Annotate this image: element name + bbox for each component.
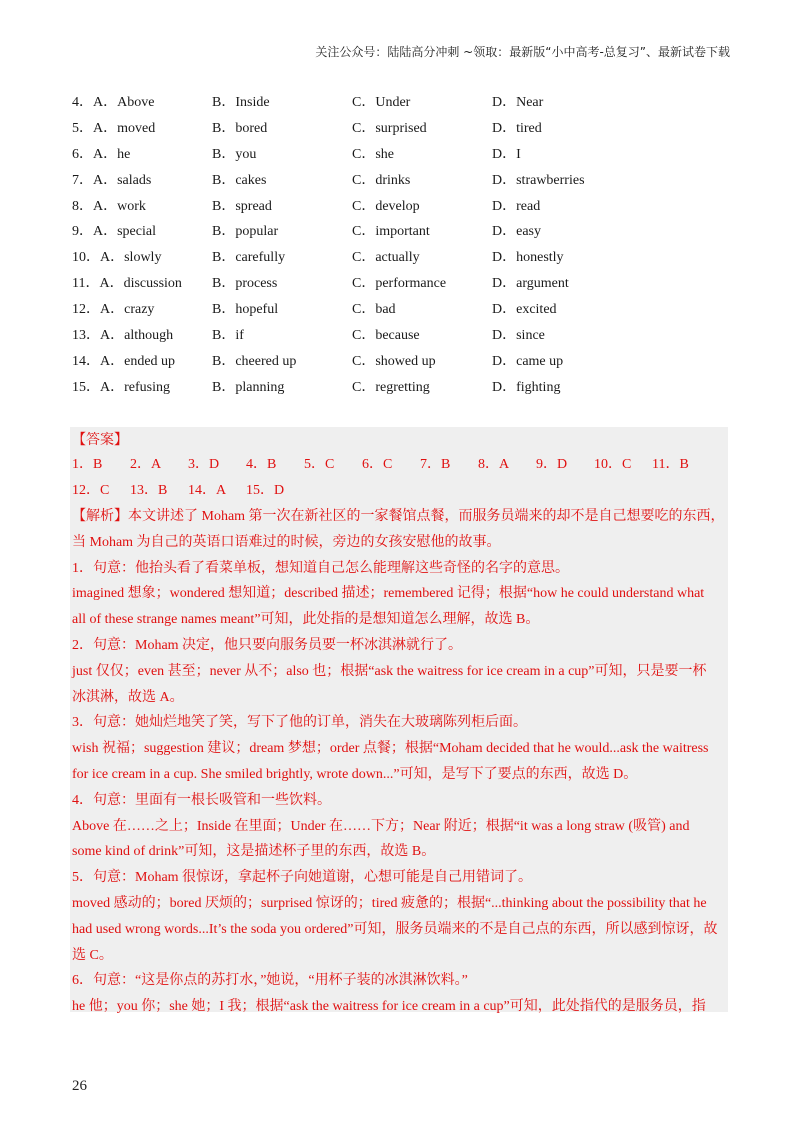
option-row (72, 222, 732, 248)
answer-row (72, 452, 728, 478)
option-c: C．because (352, 328, 420, 344)
option-d: D．tired (492, 120, 542, 136)
options-list (72, 93, 732, 404)
answer-item: 12．C (72, 483, 110, 498)
option-a: 7．A．salads (72, 172, 152, 188)
option-d: D．I (492, 146, 521, 162)
answer-item: 11．B (652, 457, 689, 472)
answer-item: 13．B (130, 483, 168, 498)
answer-item: 7．B (420, 457, 451, 472)
analysis-line: moved 感动的；bored 厌烦的；surprised 惊讶的；tired 疲惫的；根据“...thinking about the possibility that he (72, 895, 707, 911)
option-c: C．showed up (352, 353, 436, 369)
option-row (72, 197, 732, 223)
option-b: B．you (212, 146, 257, 162)
option-row (72, 171, 732, 197)
analysis-section (72, 504, 728, 1020)
page-number: 26 (72, 1078, 87, 1094)
answer-item: 5．C (304, 457, 335, 472)
analysis-line: he 他；you 你；she 她；I 我；根据“ask the waitress for ice cream in a cup”可知，此处指代的是服务员，指 (72, 999, 706, 1015)
analysis-line: 当 Moham 为自己的英语口语难过的时候，旁边的女孩安慰他的故事。 (72, 534, 501, 550)
option-d: D．strawberries (492, 172, 585, 188)
option-a: 12．A．crazy (72, 302, 155, 318)
option-c: C．she (352, 146, 394, 162)
option-b: B．spread (212, 198, 272, 214)
answer-item: 6．C (362, 457, 393, 472)
analysis-line: 选 C。 (72, 947, 113, 963)
option-d: D．Near (492, 95, 544, 110)
analysis-line: 4．句意：里面有一根长吸管和一些饮料。 (72, 792, 331, 808)
option-b: B．popular (212, 224, 279, 240)
option-a: 14．A．ended up (72, 353, 176, 369)
option-row (72, 93, 732, 119)
answer-item: 3．D (188, 457, 220, 472)
option-a: 5．A．moved (72, 120, 156, 136)
answer-item: 2．A (130, 457, 162, 472)
analysis-line: just 仅仅；even 甚至；never 从不；also 也；根据“ask the waitress for ice cream in a cup”可知，只是要一杯 (72, 663, 707, 679)
option-b: B．planning (212, 379, 285, 395)
analysis-line: had used wrong words...It’s the soda you ordered”可知，服务员端来的不是自己点的东西，所以感到惊讶，故 (72, 921, 718, 937)
option-b: B．if (212, 328, 244, 344)
option-d: D．argument (492, 276, 569, 292)
answer-item: 15．D (246, 483, 285, 498)
option-a: 9．A．special (72, 224, 156, 240)
option-a: 10．A．slowly (72, 250, 162, 266)
option-b: B．carefully (212, 250, 286, 266)
option-c: C．surprised (352, 120, 427, 136)
answer-item: 8．A (478, 457, 510, 472)
analysis-line: for ice cream in a cup. She smiled brightly, wrote down...”可知，是写下了要点的东西，故选 D。 (72, 766, 638, 782)
analysis-line: 5．句意：Moham 很惊讶，拿起杯子向她道谢，心想可能是自己用错词了。 (72, 870, 533, 886)
page-header: 关注公众号：陆陆高分冲刺 ~领取：最新版“小中高考-总复习”、最新试卷下载 (315, 45, 730, 59)
option-d: D．easy (492, 224, 541, 240)
answer-item: 10．C (594, 457, 632, 472)
option-c: C．performance (352, 276, 447, 292)
analysis-line: 6．句意：“这是你点的苏打水，”她说，“用杯子装的冰淇淋饮料。” (72, 973, 468, 989)
option-b: B．cheered up (212, 353, 297, 369)
option-c: C．important (352, 224, 430, 240)
option-c: C．bad (352, 302, 396, 318)
option-c: C．actually (352, 250, 420, 266)
option-row (72, 274, 732, 300)
answer-title: 【答案】 (72, 433, 128, 448)
answer-item: 1．B (72, 457, 103, 472)
option-b: B．bored (212, 120, 268, 136)
analysis-line: Above 在……之上；Inside 在里面；Under 在……下方；Near 附近；根据“it was a long straw (吸管) and (72, 818, 690, 834)
option-a: 11．A．discussion (72, 276, 182, 292)
analysis-line: wish 祝福；suggestion 建议；dream 梦想；order 点餐；根据“Moham decided that he would...ask the waitress (72, 741, 709, 757)
option-row (72, 119, 732, 145)
option-row (72, 352, 732, 378)
option-a: 8．A．work (72, 198, 146, 214)
option-d: D．came up (492, 353, 564, 369)
analysis-line: 【解析】本文讲述了 Moham 第一次在新社区的一家餐馆点餐，而服务员端来的却不是自己想要吃的东西， (72, 509, 725, 524)
analysis-line: imagined 想象；wondered 想知道；described 描述；remembered 记得；根据“how he could understand what (72, 586, 705, 602)
option-d: D．fighting (492, 379, 561, 395)
answer-item: 9．D (536, 457, 568, 472)
option-row (72, 145, 732, 171)
option-d: D．honestly (492, 250, 564, 266)
option-d: D．since (492, 328, 545, 344)
analysis-line: 冰淇淋，故选 A。 (72, 689, 184, 705)
analysis-line: all of these strange names meant”可知，此处指的是想知道怎么理解，故选 B。 (72, 612, 540, 628)
option-a: 15．A．refusing (72, 379, 170, 395)
option-row (72, 248, 732, 274)
analysis-line: 2．句意：Moham 决定，他只要向服务员要一杯冰淇淋就行了。 (72, 637, 463, 653)
option-d: D．excited (492, 302, 557, 318)
option-c: C．Under (352, 95, 411, 110)
option-b: B．cakes (212, 172, 267, 188)
option-a: 13．A．although (72, 328, 174, 344)
analysis-line: 1．句意：他抬头看了看菜单板，想知道自己怎么能理解这些奇怪的名字的意思。 (72, 560, 569, 576)
answer-item: 14．A (188, 483, 227, 498)
option-c: C．develop (352, 198, 420, 214)
option-a: 6．A．he (72, 146, 131, 162)
analysis-line: 3．句意：她灿烂地笑了笑，写下了他的订单，消失在大玻璃陈列柜后面。 (72, 715, 527, 731)
analysis-line: some kind of drink”可知，这是描述杯子里的东西，故选 B。 (72, 844, 436, 860)
option-a: 4．A．Above (72, 95, 155, 110)
option-row (72, 378, 732, 404)
option-b: B．hopeful (212, 302, 279, 318)
answer-row (72, 478, 728, 504)
option-c: C．drinks (352, 172, 411, 188)
option-b: B．process (212, 276, 278, 292)
option-b: B．Inside (212, 95, 270, 110)
option-row (72, 300, 732, 326)
answer-item: 4．B (246, 457, 277, 472)
option-c: C．regretting (352, 379, 430, 395)
option-row (72, 326, 732, 352)
option-d: D．read (492, 198, 541, 214)
